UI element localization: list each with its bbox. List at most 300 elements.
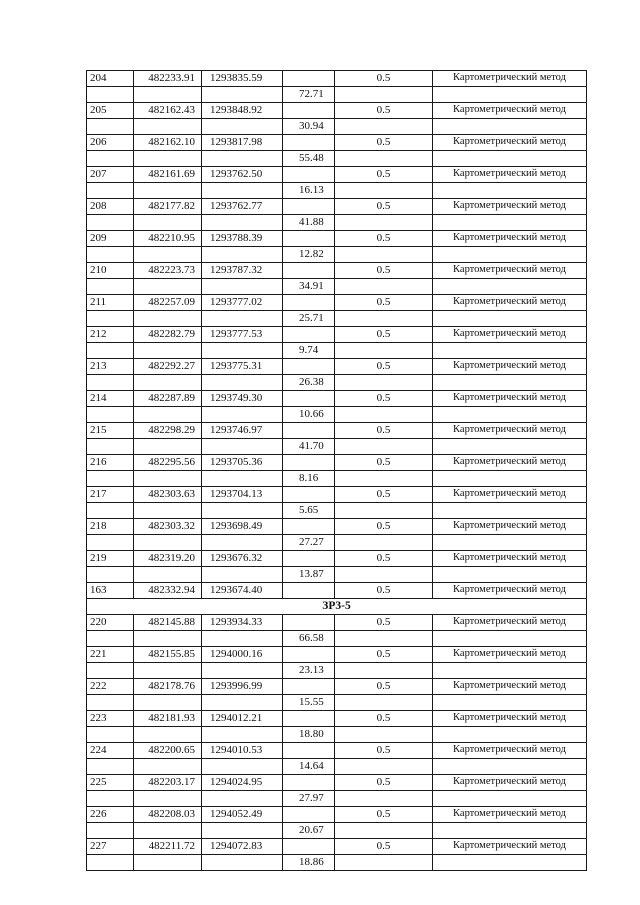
- accuracy-cell: [335, 439, 433, 455]
- segment-length-cell: 13.87: [283, 567, 335, 583]
- table-row: [87, 583, 587, 599]
- method-cell: [433, 663, 587, 679]
- point-number-cell: [87, 823, 134, 839]
- accuracy-cell: 0.5: [335, 519, 433, 535]
- y-coordinate-cell: [202, 791, 283, 807]
- table-row: [87, 631, 587, 647]
- y-coordinate-cell: 1293762.50: [202, 167, 283, 183]
- table-row: [87, 343, 587, 359]
- y-coordinate-cell: [202, 87, 283, 103]
- y-coordinate-cell: 1293746.97: [202, 423, 283, 439]
- point-number-cell: [87, 567, 134, 583]
- coordinates-table: [86, 70, 587, 871]
- y-coordinate-cell: [202, 183, 283, 199]
- table-row: [87, 295, 587, 311]
- method-cell: Картометрический метод: [433, 391, 587, 407]
- accuracy-cell: [335, 119, 433, 135]
- segment-length-cell: [283, 711, 335, 727]
- y-coordinate-cell: [202, 215, 283, 231]
- point-number-cell: [87, 215, 134, 231]
- table-row: [87, 503, 587, 519]
- table-body: [87, 71, 587, 871]
- method-cell: Картометрический метод: [433, 807, 587, 823]
- point-number-cell: 211: [87, 295, 134, 311]
- y-coordinate-cell: [202, 727, 283, 743]
- segment-length-cell: [283, 775, 335, 791]
- x-coordinate-cell: 482298.29: [134, 423, 202, 439]
- table-row: [87, 135, 587, 151]
- x-coordinate-cell: 482155.85: [134, 647, 202, 663]
- x-coordinate-cell: [134, 567, 202, 583]
- accuracy-cell: [335, 343, 433, 359]
- accuracy-cell: 0.5: [335, 391, 433, 407]
- point-number-cell: [87, 759, 134, 775]
- x-coordinate-cell: 482303.63: [134, 487, 202, 503]
- accuracy-cell: 0.5: [335, 103, 433, 119]
- accuracy-cell: [335, 791, 433, 807]
- method-cell: [433, 215, 587, 231]
- accuracy-cell: 0.5: [335, 231, 433, 247]
- accuracy-cell: [335, 151, 433, 167]
- table-row: [87, 775, 587, 791]
- table-row: [87, 567, 587, 583]
- segment-length-cell: [283, 263, 335, 279]
- x-coordinate-cell: [134, 439, 202, 455]
- method-cell: [433, 151, 587, 167]
- table-row: [87, 423, 587, 439]
- point-number-cell: [87, 695, 134, 711]
- segment-length-cell: 8.16: [283, 471, 335, 487]
- method-cell: Картометрический метод: [433, 199, 587, 215]
- segment-length-cell: 27.97: [283, 791, 335, 807]
- y-coordinate-cell: 1293934.33: [202, 615, 283, 631]
- x-coordinate-cell: 482332.94: [134, 583, 202, 599]
- segment-length-cell: 55.48: [283, 151, 335, 167]
- method-cell: Картометрический метод: [433, 455, 587, 471]
- segment-length-cell: [283, 615, 335, 631]
- x-coordinate-cell: 482223.73: [134, 263, 202, 279]
- method-cell: [433, 471, 587, 487]
- segment-length-cell: 18.80: [283, 727, 335, 743]
- x-coordinate-cell: [134, 311, 202, 327]
- y-coordinate-cell: 1293698.49: [202, 519, 283, 535]
- segment-length-cell: 23.13: [283, 663, 335, 679]
- segment-length-cell: [283, 743, 335, 759]
- method-cell: [433, 791, 587, 807]
- point-number-cell: 210: [87, 263, 134, 279]
- accuracy-cell: 0.5: [335, 551, 433, 567]
- accuracy-cell: 0.5: [335, 839, 433, 855]
- section-title: ЗР3-5: [87, 599, 587, 615]
- point-number-cell: [87, 791, 134, 807]
- table-row: [87, 727, 587, 743]
- segment-length-cell: [283, 103, 335, 119]
- y-coordinate-cell: 1294052.49: [202, 807, 283, 823]
- table-row: [87, 551, 587, 567]
- table-row: [87, 407, 587, 423]
- segment-length-cell: [283, 71, 335, 87]
- accuracy-cell: [335, 311, 433, 327]
- y-coordinate-cell: 1294012.21: [202, 711, 283, 727]
- point-number-cell: 218: [87, 519, 134, 535]
- y-coordinate-cell: [202, 503, 283, 519]
- accuracy-cell: [335, 215, 433, 231]
- method-cell: [433, 567, 587, 583]
- segment-length-cell: [283, 455, 335, 471]
- accuracy-cell: 0.5: [335, 743, 433, 759]
- accuracy-cell: [335, 407, 433, 423]
- method-cell: Картометрический метод: [433, 679, 587, 695]
- x-coordinate-cell: 482295.56: [134, 455, 202, 471]
- table-row: [87, 311, 587, 327]
- point-number-cell: 215: [87, 423, 134, 439]
- y-coordinate-cell: [202, 311, 283, 327]
- y-coordinate-cell: 1294000.16: [202, 647, 283, 663]
- table-row: [87, 167, 587, 183]
- point-number-cell: [87, 247, 134, 263]
- accuracy-cell: [335, 279, 433, 295]
- x-coordinate-cell: [134, 503, 202, 519]
- point-number-cell: 207: [87, 167, 134, 183]
- accuracy-cell: [335, 183, 433, 199]
- point-number-cell: 216: [87, 455, 134, 471]
- method-cell: Картометрический метод: [433, 135, 587, 151]
- accuracy-cell: 0.5: [335, 135, 433, 151]
- table-row: [87, 263, 587, 279]
- method-cell: Картометрический метод: [433, 839, 587, 855]
- method-cell: Картометрический метод: [433, 71, 587, 87]
- x-coordinate-cell: [134, 279, 202, 295]
- x-coordinate-cell: [134, 727, 202, 743]
- point-number-cell: [87, 855, 134, 871]
- accuracy-cell: 0.5: [335, 775, 433, 791]
- x-coordinate-cell: [134, 759, 202, 775]
- y-coordinate-cell: 1293777.53: [202, 327, 283, 343]
- table-row: [87, 855, 587, 871]
- accuracy-cell: 0.5: [335, 807, 433, 823]
- method-cell: [433, 695, 587, 711]
- accuracy-cell: [335, 87, 433, 103]
- segment-length-cell: 25.71: [283, 311, 335, 327]
- point-number-cell: 225: [87, 775, 134, 791]
- point-number-cell: [87, 279, 134, 295]
- x-coordinate-cell: [134, 535, 202, 551]
- point-number-cell: [87, 87, 134, 103]
- x-coordinate-cell: [134, 407, 202, 423]
- x-coordinate-cell: [134, 663, 202, 679]
- x-coordinate-cell: 482210.95: [134, 231, 202, 247]
- point-number-cell: 220: [87, 615, 134, 631]
- table-row: [87, 375, 587, 391]
- segment-length-cell: 9.74: [283, 343, 335, 359]
- segment-length-cell: [283, 231, 335, 247]
- x-coordinate-cell: [134, 151, 202, 167]
- x-coordinate-cell: [134, 87, 202, 103]
- table-row: [87, 391, 587, 407]
- point-number-cell: 209: [87, 231, 134, 247]
- y-coordinate-cell: 1294024.95: [202, 775, 283, 791]
- point-number-cell: 163: [87, 583, 134, 599]
- method-cell: [433, 503, 587, 519]
- segment-length-cell: [283, 359, 335, 375]
- point-number-cell: [87, 151, 134, 167]
- segment-length-cell: [283, 167, 335, 183]
- segment-length-cell: [283, 327, 335, 343]
- x-coordinate-cell: [134, 471, 202, 487]
- x-coordinate-cell: 482257.09: [134, 295, 202, 311]
- x-coordinate-cell: 482162.43: [134, 103, 202, 119]
- accuracy-cell: 0.5: [335, 615, 433, 631]
- point-number-cell: 226: [87, 807, 134, 823]
- y-coordinate-cell: 1293674.40: [202, 583, 283, 599]
- accuracy-cell: [335, 471, 433, 487]
- accuracy-cell: 0.5: [335, 199, 433, 215]
- segment-length-cell: [283, 519, 335, 535]
- x-coordinate-cell: 482178.76: [134, 679, 202, 695]
- x-coordinate-cell: [134, 823, 202, 839]
- table-row: [87, 359, 587, 375]
- method-cell: [433, 119, 587, 135]
- y-coordinate-cell: [202, 439, 283, 455]
- method-cell: Картометрический метод: [433, 519, 587, 535]
- point-number-cell: 204: [87, 71, 134, 87]
- y-coordinate-cell: 1293777.02: [202, 295, 283, 311]
- segment-length-cell: 12.82: [283, 247, 335, 263]
- x-coordinate-cell: 482177.82: [134, 199, 202, 215]
- point-number-cell: 206: [87, 135, 134, 151]
- accuracy-cell: 0.5: [335, 263, 433, 279]
- accuracy-cell: 0.5: [335, 487, 433, 503]
- method-cell: [433, 535, 587, 551]
- method-cell: [433, 375, 587, 391]
- point-number-cell: [87, 183, 134, 199]
- x-coordinate-cell: [134, 791, 202, 807]
- segment-length-cell: 41.70: [283, 439, 335, 455]
- method-cell: Картометрический метод: [433, 359, 587, 375]
- method-cell: Картометрический метод: [433, 615, 587, 631]
- point-number-cell: 224: [87, 743, 134, 759]
- y-coordinate-cell: [202, 279, 283, 295]
- table-row: [87, 119, 587, 135]
- y-coordinate-cell: [202, 631, 283, 647]
- method-cell: [433, 279, 587, 295]
- segment-length-cell: 16.13: [283, 183, 335, 199]
- y-coordinate-cell: [202, 407, 283, 423]
- accuracy-cell: [335, 247, 433, 263]
- table-row: [87, 247, 587, 263]
- segment-length-cell: 10.66: [283, 407, 335, 423]
- accuracy-cell: [335, 695, 433, 711]
- x-coordinate-cell: 482145.88: [134, 615, 202, 631]
- table-row: [87, 487, 587, 503]
- method-cell: [433, 631, 587, 647]
- method-cell: Картометрический метод: [433, 647, 587, 663]
- x-coordinate-cell: [134, 215, 202, 231]
- point-number-cell: 205: [87, 103, 134, 119]
- point-number-cell: [87, 503, 134, 519]
- method-cell: Картометрический метод: [433, 775, 587, 791]
- segment-length-cell: 26.38: [283, 375, 335, 391]
- x-coordinate-cell: 482287.89: [134, 391, 202, 407]
- x-coordinate-cell: 482282.79: [134, 327, 202, 343]
- method-cell: Картометрический метод: [433, 231, 587, 247]
- x-coordinate-cell: 482233.91: [134, 71, 202, 87]
- x-coordinate-cell: 482203.17: [134, 775, 202, 791]
- point-number-cell: [87, 311, 134, 327]
- table-row: [87, 519, 587, 535]
- x-coordinate-cell: [134, 119, 202, 135]
- table-row: [87, 663, 587, 679]
- method-cell: [433, 311, 587, 327]
- point-number-cell: 212: [87, 327, 134, 343]
- method-cell: [433, 855, 587, 871]
- point-number-cell: 208: [87, 199, 134, 215]
- method-cell: Картометрический метод: [433, 487, 587, 503]
- segment-length-cell: [283, 391, 335, 407]
- accuracy-cell: 0.5: [335, 711, 433, 727]
- y-coordinate-cell: [202, 663, 283, 679]
- point-number-cell: 227: [87, 839, 134, 855]
- y-coordinate-cell: 1293676.32: [202, 551, 283, 567]
- segment-length-cell: 34.91: [283, 279, 335, 295]
- table-row: [87, 87, 587, 103]
- point-number-cell: [87, 407, 134, 423]
- table-row: [87, 807, 587, 823]
- segment-length-cell: [283, 295, 335, 311]
- method-cell: [433, 407, 587, 423]
- point-number-cell: [87, 119, 134, 135]
- y-coordinate-cell: [202, 343, 283, 359]
- point-number-cell: 223: [87, 711, 134, 727]
- y-coordinate-cell: 1293817.98: [202, 135, 283, 151]
- accuracy-cell: 0.5: [335, 423, 433, 439]
- x-coordinate-cell: 482208.03: [134, 807, 202, 823]
- accuracy-cell: [335, 855, 433, 871]
- table-row: [87, 471, 587, 487]
- accuracy-cell: 0.5: [335, 647, 433, 663]
- segment-length-cell: [283, 647, 335, 663]
- table-row: [87, 791, 587, 807]
- method-cell: Картометрический метод: [433, 263, 587, 279]
- point-number-cell: 222: [87, 679, 134, 695]
- x-coordinate-cell: 482211.72: [134, 839, 202, 855]
- table-row: [87, 199, 587, 215]
- x-coordinate-cell: 482292.27: [134, 359, 202, 375]
- y-coordinate-cell: [202, 567, 283, 583]
- table-row: [87, 151, 587, 167]
- segment-length-cell: 30.94: [283, 119, 335, 135]
- segment-length-cell: 27.27: [283, 535, 335, 551]
- y-coordinate-cell: 1293775.31: [202, 359, 283, 375]
- point-number-cell: 214: [87, 391, 134, 407]
- segment-length-cell: 15.55: [283, 695, 335, 711]
- x-coordinate-cell: [134, 247, 202, 263]
- method-cell: [433, 759, 587, 775]
- segment-length-cell: 5.65: [283, 503, 335, 519]
- point-number-cell: [87, 631, 134, 647]
- y-coordinate-cell: 1293705.36: [202, 455, 283, 471]
- x-coordinate-cell: 482162.10: [134, 135, 202, 151]
- accuracy-cell: [335, 823, 433, 839]
- y-coordinate-cell: 1293787.32: [202, 263, 283, 279]
- x-coordinate-cell: [134, 343, 202, 359]
- table-row: [87, 455, 587, 471]
- accuracy-cell: 0.5: [335, 167, 433, 183]
- table-row: [87, 759, 587, 775]
- accuracy-cell: [335, 727, 433, 743]
- method-cell: Картометрический метод: [433, 711, 587, 727]
- y-coordinate-cell: [202, 471, 283, 487]
- x-coordinate-cell: 482181.93: [134, 711, 202, 727]
- segment-length-cell: [283, 583, 335, 599]
- table-row: [87, 839, 587, 855]
- y-coordinate-cell: [202, 151, 283, 167]
- segment-length-cell: [283, 135, 335, 151]
- point-number-cell: 221: [87, 647, 134, 663]
- accuracy-cell: 0.5: [335, 679, 433, 695]
- method-cell: Картометрический метод: [433, 743, 587, 759]
- y-coordinate-cell: 1293835.59: [202, 71, 283, 87]
- x-coordinate-cell: [134, 695, 202, 711]
- y-coordinate-cell: 1293704.13: [202, 487, 283, 503]
- x-coordinate-cell: [134, 375, 202, 391]
- accuracy-cell: [335, 631, 433, 647]
- method-cell: [433, 343, 587, 359]
- y-coordinate-cell: [202, 759, 283, 775]
- table-row: [87, 695, 587, 711]
- point-number-cell: 213: [87, 359, 134, 375]
- accuracy-cell: 0.5: [335, 359, 433, 375]
- table-row: [87, 711, 587, 727]
- y-coordinate-cell: [202, 823, 283, 839]
- method-cell: Картометрический метод: [433, 167, 587, 183]
- segment-length-cell: [283, 199, 335, 215]
- point-number-cell: 217: [87, 487, 134, 503]
- y-coordinate-cell: [202, 119, 283, 135]
- x-coordinate-cell: [134, 855, 202, 871]
- y-coordinate-cell: 1294010.53: [202, 743, 283, 759]
- segment-length-cell: [283, 839, 335, 855]
- y-coordinate-cell: 1293788.39: [202, 231, 283, 247]
- table-row: [87, 103, 587, 119]
- segment-length-cell: [283, 487, 335, 503]
- table-row: [87, 231, 587, 247]
- table-row: [87, 439, 587, 455]
- x-coordinate-cell: [134, 631, 202, 647]
- accuracy-cell: [335, 503, 433, 519]
- method-cell: Картометрический метод: [433, 295, 587, 311]
- y-coordinate-cell: [202, 375, 283, 391]
- point-number-cell: [87, 727, 134, 743]
- method-cell: [433, 87, 587, 103]
- point-number-cell: [87, 471, 134, 487]
- table-row: [87, 743, 587, 759]
- table-row: [87, 615, 587, 631]
- accuracy-cell: 0.5: [335, 295, 433, 311]
- y-coordinate-cell: 1293848.92: [202, 103, 283, 119]
- table-row: [87, 535, 587, 551]
- accuracy-cell: 0.5: [335, 455, 433, 471]
- table-row: [87, 279, 587, 295]
- point-number-cell: 219: [87, 551, 134, 567]
- method-cell: [433, 823, 587, 839]
- point-number-cell: [87, 439, 134, 455]
- segment-length-cell: [283, 551, 335, 567]
- segment-length-cell: 41.88: [283, 215, 335, 231]
- table-row: [87, 679, 587, 695]
- method-cell: [433, 727, 587, 743]
- x-coordinate-cell: [134, 183, 202, 199]
